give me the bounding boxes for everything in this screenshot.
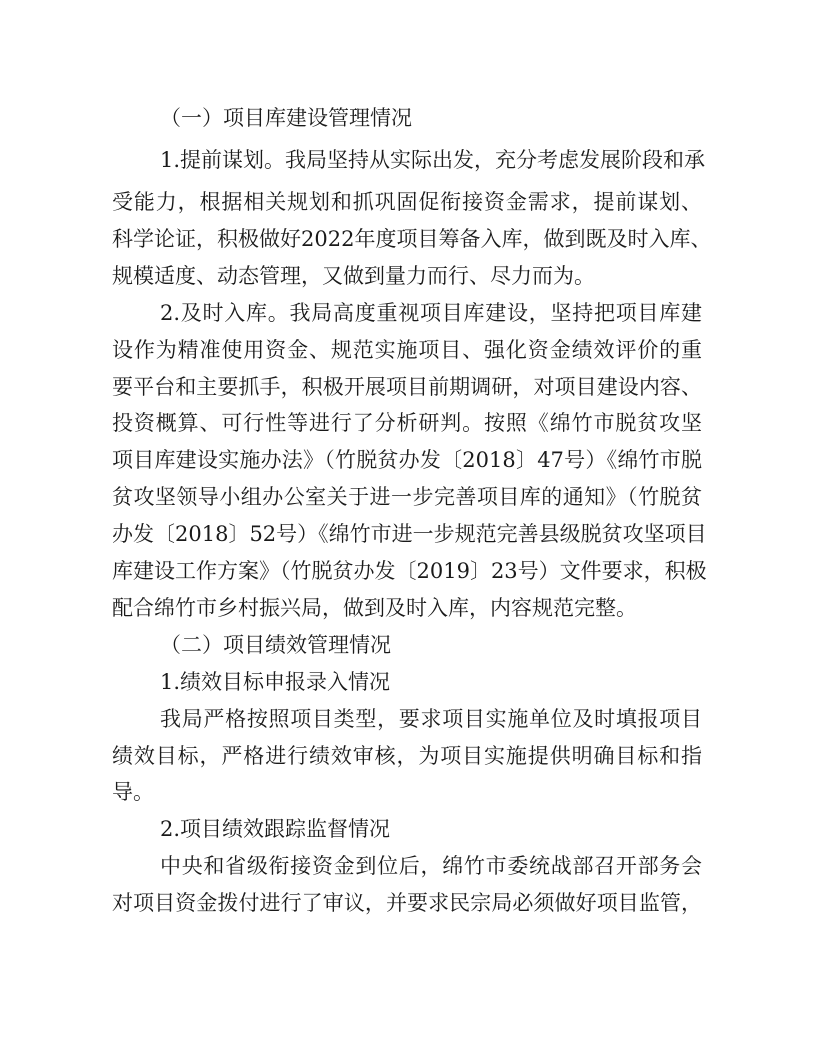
- paragraph-line: 中央和省级衔接资金到位后，绵竹市委统战部召开部务会: [160, 854, 702, 878]
- paragraph-line: 项目库建设实施办法》（竹脱贫办发〔2018〕47号）《绵竹市脱: [112, 448, 702, 472]
- section-heading-project-library: （一）项目库建设管理情况: [160, 106, 412, 130]
- paragraph-line: 导。: [112, 780, 154, 804]
- paragraph-line: 受能力，根据相关规划和抓巩固促衔接资金需求，提前谋划、: [112, 190, 702, 214]
- paragraph-line: 1.提前谋划。我局坚持从实际出发，充分考虑发展阶段和承: [160, 148, 706, 172]
- section-heading-performance: （二）项目绩效管理情况: [160, 633, 391, 657]
- paragraph-line: 科学论证，积极做好2022年度项目筹备入库，做到既及时入库、: [112, 227, 712, 251]
- paragraph-line: 贫攻坚领导小组办公室关于进一步完善项目库的通知》（竹脱贫: [112, 485, 702, 509]
- paragraph-line: 库建设工作方案》（竹脱贫办发〔2019〕23号）文件要求，积极: [112, 559, 707, 583]
- subheading-tracking-supervision: 2.项目绩效跟踪监督情况: [160, 817, 391, 841]
- paragraph-line: 绩效目标，严格进行绩效审核，为项目实施提供明确目标和指: [112, 744, 702, 768]
- paragraph-line: 配合绵竹市乡村振兴局，做到及时入库，内容规范完整。: [112, 596, 637, 620]
- paragraph-line: 投资概算、可行性等进行了分析研判。按照《绵竹市脱贫攻坚: [112, 411, 702, 435]
- paragraph-line: 规模适度、动态管理，又做到量力而行、尽力而为。: [112, 264, 595, 288]
- paragraph-line: 我局严格按照项目类型，要求项目实施单位及时填报项目: [160, 707, 702, 731]
- paragraph-line: 2.及时入库。我局高度重视项目库建设，坚持把项目库建: [160, 301, 702, 325]
- paragraph-line: 办发〔2018〕52号）《绵竹市进一步规范完善县级脱贫攻坚项目: [112, 522, 707, 546]
- paragraph-line: 要平台和主要抓手，积极开展项目前期调研，对项目建设内容、: [112, 375, 702, 399]
- paragraph-line: 设作为精准使用资金、规范实施项目、强化资金绩效评价的重: [112, 338, 702, 362]
- paragraph-line: 对项目资金拨付进行了审议，并要求民宗局必须做好项目监管，: [112, 891, 702, 915]
- subheading-target-declaration: 1.绩效目标申报录入情况: [160, 670, 391, 694]
